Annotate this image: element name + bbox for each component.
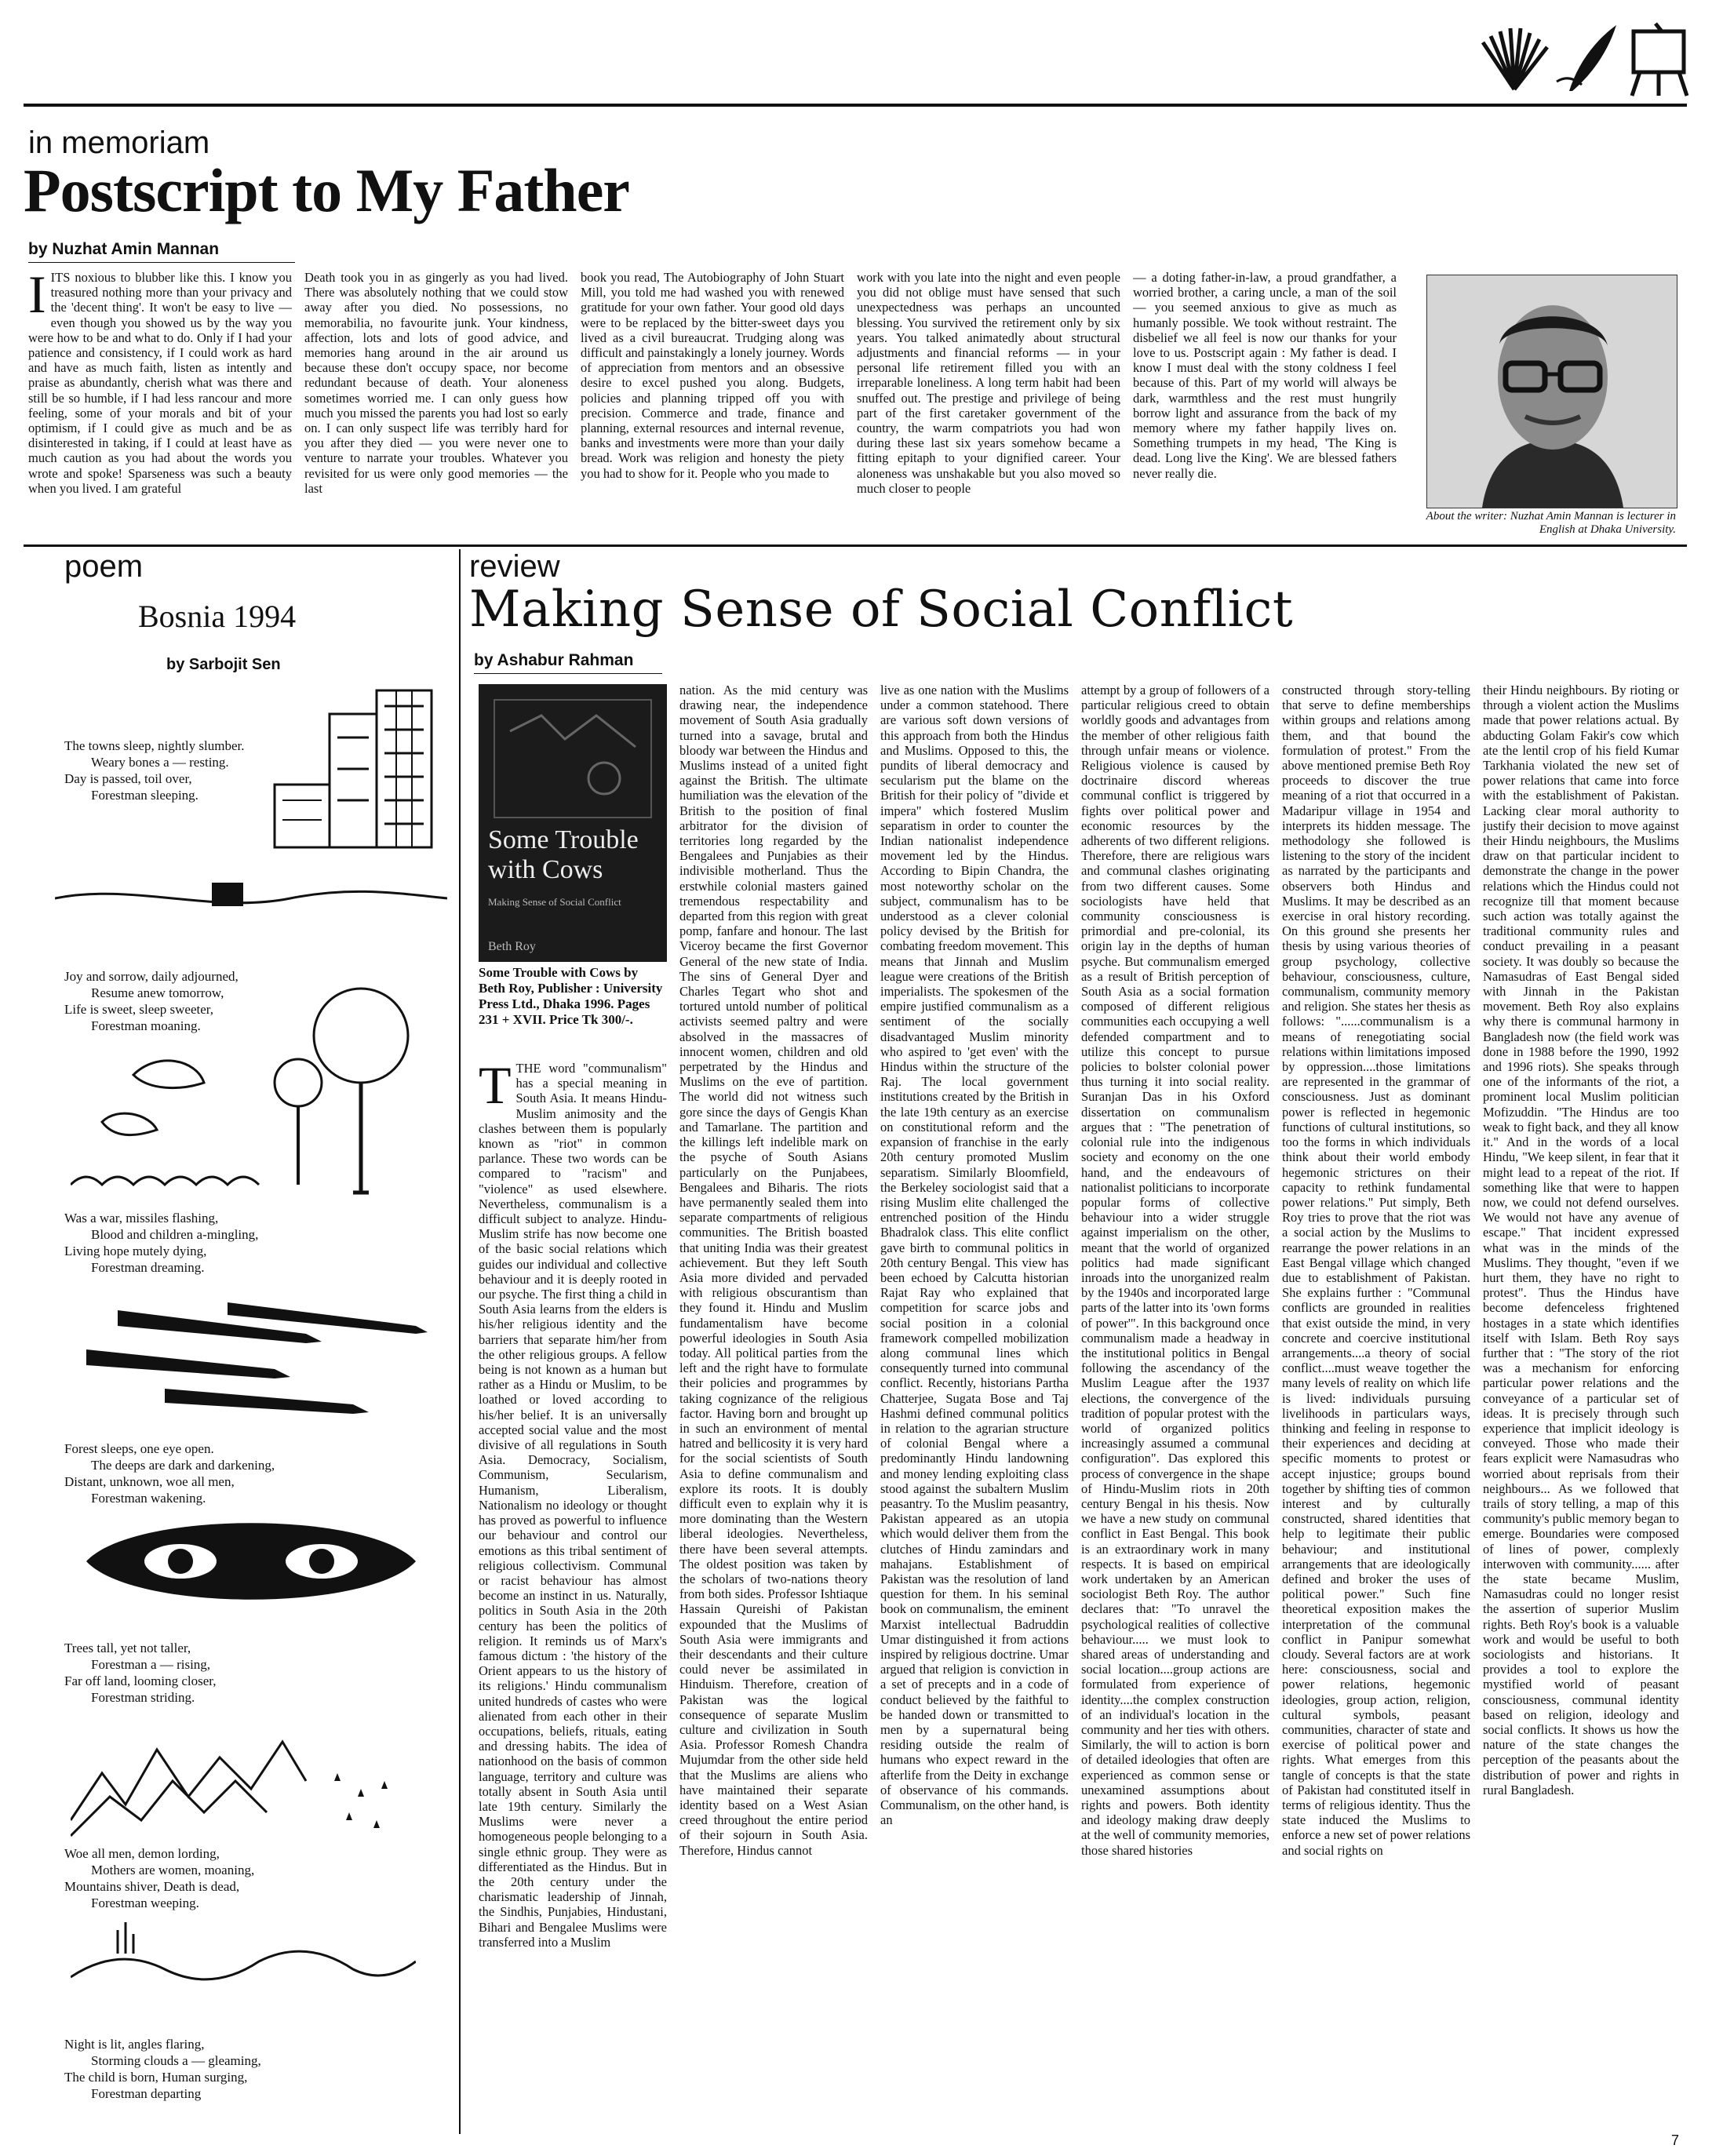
poem-divider (459, 549, 461, 2134)
review-column-4: attempt by a group of followers of a particular religious creed to obtain worldly goods and advantages from the member of other religious faith through unfair means or violence. Religious violence is caused by doctrinaire discord whereas communal conflict is triggered by fights over political power and economic resources by the adherents of two different religions. Therefore, there are religious wars and communal clashes originating from two different causes. Some sociologists have held that community consciousness is primordial and pre-colonial, its origin lay in the depths of human psyche. But communalism emerged as a result of British perception of South Asia as a social formation composed of different religious communities each occupying a well defended compartment and to utilize this concept to pursue policies to bolster colonial power thus turning it into social reality. Suranjan Das in his Oxford dissertation on communalism argues that : "The penetration of colonial rule into the indigenous society and economy on the one hand, and the endeavours of nationalist politicians to incorporate popular forms of collective behaviour into a wider struggle against imperialism on the other, meant that the world of organized politics had made significant inroads into the unorganized realm by the 1940s and incorporated large parts of the latter into its 'own forms of power'". In this background once communalism made a headway in the institutional politics in Bengal following the ascendancy of the Muslim League after the 1937 elections, the convergence of the tradition of popular protest with the world of organized politics increasingly assumed a communal configuration". Das explored this process of convergence in the shape of Hindu-Muslim riots in 20th century Bengal in his thesis. Now we have a new study on communal conflict in East Bengal. This book is an extraordinary work in many respects. It is based on empirical work undertaken by an American sociologist Beth Roy. The author declares that: "To unravel the psychological realities of collective behaviour..... we must look to shared areas of understanding and social location....group actions are formulated from experience of identity....the complex construction of an individual's location in the community and her ties with others. Similarly, the will to action is born of detailed ideologies that often are experienced as common sense or unexamined assumptions about rights and powers. Both identity and ideology making draw deeply at the well of community memories, those shared histories (1081, 683, 1269, 1858)
poem-stanza-7: Night is lit, angles flaring, Storming clouds a — gleaming, The child is born, Human surging, Forestman departing (64, 2037, 261, 2101)
review-section-label: review (469, 549, 560, 584)
review-column-2: nation. As the mid century was drawing near, the independence movement of South Asia gradually turned into a savage, brutal and bloody war between the Hindus and Muslims instead of a united fight against the British. The ultimate humiliation was the elevation of the British to the position of final arbitrator for the division of territories long regarded by the Bengalees and Punjabies as their indivisible motherland. Thus the erstwhile colonial masters gained tremendous respectability and departed from this region with great pomp, fanfare and honour. The last Viceroy became the first Governor General of the new state of India. The sins of General Dyer and Charles Tegart who shot and tortured untold number of political activists seemed paltry and were absolved in the massacres of innocent women, children and old perpetrated by the Hindus and Muslims on the eve of partition. The world did not witness such gore since the days of Gengis Khan and Tamarlane. The partition and the killings left indelible mark on the psyche of South Asians particularly on the Punjabees, Bengalees and Biharis. The riots have permanently sealed them into separate compartments of religious communities. The British boasted that uniting India was their greatest achievement. But they left South Asia more divided and pervaded with religious obscurantism than they found it. Hindu and Muslim fundamentalism have become powerful ideologies in South Asia today. All political parties from the left and the right have to formulate their policies and programmes by taking cognizance of the religious factor. Having born and brought up in such an environment of mental hatred and bellicosity it is very hard for the social scientists of South Asia to define communalism and explore its roots. It is doubly difficult even to explain why it is more dominating than the Western liberal ideologies. Nevertheless, there have been several attempts. The oldest position was taken by the scholars of two-nations theory from both sides. Professor Ishtiaque Hassain Qureishi of Pakistan expounded that the Muslims of South Asia were immigrants and their descendants and their culture could never be assimilated in Hinduism. Therefore, creation of Pakistan was the logical consequence of separate Muslim culture and civilization in South Asia. Professor Romesh Chandra Mujumdar from the other side held that the Muslims are aliens who have maintained their separate identity based on a West Asian creed throughout the entire period of their sojourn in South Asia. Therefore, Hindus cannot (679, 683, 868, 1858)
book-icon (1475, 19, 1554, 97)
review-column-3: live as one nation with the Muslims under a common statehood. There are various soft down versions of this approach from both the Hindus and Muslims. Opposed to this, the pundits of liberal democracy and secularism put the blame on the British for their policy of "divide et impera" which fostered Muslim separatism in order to counter the Indian nationalist independence movement led by the Hindus. According to Bipin Chandra, the most noteworthy scholar on the subject, communalism has to be understood as a clever colonial policy devised by the British for combating freedom movement. This means that Jinnah and Muslim league were creations of the British imperialists. The spokesmen of the empire justified communalism as a sentiment of the socially disadvantaged Muslim minority who aspired to 'get even' with the Hindus within the structure of the Raj. The local government institutions created by the British in the late 19th century as an exercise on constitutional reform and the expansion of franchise in the early 20th century promoted Muslim separatism. Similarly Bloomfield, the Berkeley sociologist said that a rising Muslim elite challenged the entrenched position of the Hindu Bhadralok class. This elite conflict gave birth to communal politics in 20th century Bengal. This view has been echoed by Calcutta historian Rajat Ray who explained that competition for scarce jobs and social position in a colonial framework compelled mobilization along communal lines which consequently turned into communal conflict. Recently, historians Partha Chatterjee, Sugata Bose and Taj Hashmi defined communal politics in relation to the agrarian structure of colonial Bengal where a predominantly Hindu landowning and money lending exploiting class stood against the subaltern Muslim peasantry. To the Muslim peasantry, Pakistan appeared as an utopia which would deliver them from the clutches of Hindu zamindars and mahajans. Establishment of Pakistan was the resolution of land question for them. In his seminal book on communalism, the eminent Marxist intellectual Badruddin Umar distinguished it from actions inspired by religious doctrine. Umar argued that religion is conviction in a set of precepts and in a code of conduct believed by the faithful to be handed down or transmitted to men by a supernatural being residing outside the realm of humans who expect reward in the afterlife from the Deity in exchange of observance of his commands. Communalism, on the other hand, is an (880, 683, 1069, 1828)
poem-stanza-5: Trees tall, yet not taller, Forestman a — rising, Far off land, looming closer, Forestman striding. (64, 1641, 217, 1705)
header-rule (24, 104, 1687, 107)
missiles-illustration (71, 1287, 432, 1428)
review-headline: Making Sense of Social Conflict (469, 581, 1294, 639)
poem-section-label: poem (64, 549, 144, 584)
book-cover-author: Beth Roy (488, 940, 536, 953)
book-cover-subtitle: Making Sense of Social Conflict (488, 896, 621, 908)
memoriam-column-5: — a doting father-in-law, a proud grandfather, a worried brother, a caring uncle, a man of the soil — you seemed anxious to give as much as humanly possible. We took without restraint. The disbelief we all feel is now our thanks for your love to us. Postscript again : My father is dead. I know I must deal with the stony coldness I feel because of this. Part of my world will always be dark, warmthless and the rest must hungrily borrow light and assurance from the back of my memory where my father happily lives on. Something trumpets in my head, 'The King is dead. Long live the King'. We are blessed fathers never really die. (1133, 270, 1397, 481)
landscape-illustration (71, 1914, 416, 1993)
poem-stanza-3: Was a war, missiles flashing, Blood and children a-mingling, Living hope mutely dying, Forestman dreaming. (64, 1211, 259, 1275)
memoriam-headline: Postscript to My Father (24, 156, 629, 224)
eyes-illustration (86, 1518, 416, 1604)
review-byline: by Ashabur Rahman (474, 651, 634, 669)
easel-icon (1624, 19, 1695, 97)
author-photo (1426, 275, 1677, 508)
photo-caption: About the writer: Nuzhat Amin Mannan is lecturer in English at Dhaka University. (1426, 510, 1676, 536)
drop-cap: I (28, 270, 46, 324)
page-number: 7 (1671, 2132, 1680, 2148)
header-icons (1475, 16, 1703, 102)
book-caption: Some Trouble with Cows by Beth Roy, Publisher : University Press Ltd., Dhaka 1996. Pages 231 + XVII. Price Tk 300/-. (479, 965, 663, 1027)
book-cover-image (479, 684, 667, 962)
poem-stanza-2: Joy and sorrow, daily adjourned, Resume anew tomorrow, Life is sweet, sleep sweeter, Forestman moaning. (64, 969, 239, 1033)
city-skyline-illustration (243, 683, 447, 871)
memoriam-column-2: Death took you in as gingerly as you had lived. There was absolutely nothing that we could stow away after you died. No possessions, no memorabilia, no favourite junk. Your kindness, affection, lots and lots of good advice, and memories hang around in the air around us because these don't occupy space, nor become redundant because of death. Your aloneness sometimes worried me. I can only guess how much you missed the parents you had lost so early on. I can only suspect life was terribly hard for you after they died — you were never one to venture to narrate your troubles. Whatever you revisited for us were only good memories — the last (304, 270, 568, 496)
review-column-6: their Hindu neighbours. By rioting or through a violent action the Muslims made that power relations actual. By abducting Golam Fakir's cow which ate the lentil crop of his field Kumar Tarkhania violated the new set of power relations that came into force with the establishment of Pakistan. Lacking clear moral authority to justify their decision to move against their Hindu neighbours, the Muslims draw on that particular incident to demonstrate the change in the power relations which the Hindus could not recognize till that moment because such action was totally against the traditional community rules and conduct prevailing in a peasant society. It was doubly so because the Namasudras of East Bengal sided with Jinnah in the Pakistan movement. Beth Roy also explains why there is communal harmony in Bangladesh now (the field work was done in 1988 before the 1990, 1992 and 1996 riots). She speaks through one of the informants of the riot, a prominent local Muslim politician Mofizuddin. "The Hindus are too weak to fight back, and they all know it." And in the words of a local Hindu, "We keep silent, in fear that it might lead to a repeat of the riot. If something like that were to happen now, we could not defend ourselves. We would not have any avenue of escape." That incident expressed what was in the minds of the Muslims. They thought, "even if we hurt them, they have no right to protest". Thus the Hindus have become defenceless frightened hostages in a state which identifies itself with Islam. Beth Roy says further that : "The story of the riot was a mechanism for enforcing particular power relations and the conveyance of a particular set of ideas. It is precisely through such experience that implicit ideology is conveyed. Those who made their fears explicit were Namasudras who worried about reprisals from their neighbours... As we followed that trails of story telling, a map of this community's public memory began to emerge. Boundaries were composed of lines of power, complexly interwoven with community...... after the state became Muslim, Namasudras could no longer resist the assertion of superior Muslim rights. Beth Roy's book is a valuable work and would be useful to both sociologists and historians. It provides a tool to explore the mystified world of peasant consciousness, communal identity based on religion, ideology and social conflicts. It shows us how the nature of the state changes the perception of the peasants about the distribution of power and rights in rural Bangladesh. (1483, 683, 1679, 1797)
review-column-1: TTHE word "communalism" has a special meaning in South Asia. It means Hindu-Muslim animosity and the clashes between them is popularly known as "riot" in common parlance. These two words can be compared to "racism" and "violence" as used elsewhere. Nevertheless, communalism is a difficult subject to analyze. Hindu-Muslim strife has now become one of the basic social relations which guides our individual and collective behaviour and it is deeply rooted in our psyche. The first thing a child in South Asia learns from the elders is his/her religious identity and the barriers that separate him/her from the other religious groups. A fellow being is not known as a human but rather as a Hindu or Muslim, to be loathed or loved according to his/her belief. It is an universally accepted social value and the most divisive of all regulations in South Asia. Democracy, Socialism, Communism, Secularism, Humanism, Liberalism, Nationalism no ideology or thought has proved as powerful to influence our behaviour and control our emotions as this tribal sentiment of religious collectivism. Communal or racist behaviour has almost become an instinct in us. Naturally, politics in South Asia in the 20th century has been the politics of religion. It reminds us of Marx's famous dictum : 'the history of the Orient appears to us the history of its religions.' Hindu communalism united hundreds of castes who were alienated from each other in their occupations, beliefs, rituals, eating and dressing habits. The idea of nationhood on the basis of common language, territory and culture was totally absent in South Asia until late 19th century. Similarly the Muslims were never a homogeneous people belonging to a single ethnic group. They were as differentiated as the Hindus. But in the 20th century under the charismatic leadership of Jinnah, the Sindhis, Punjabies, Hindustani, Bihari and Bengalee Muslims were transferred into a Muslim (479, 1061, 667, 1950)
birds-and-trees-illustration (71, 965, 432, 1200)
memoriam-column-3: book you read, The Autobiography of John Stuart Mill, you told me had washed you with renewed gratitude for your own father. Your good old days were to be replaced by the bitter-sweet days you lived as a civil bureaucrat. Trudging along was difficult and painstakingly a lonely journey. Words of appreciation from mentors and an obsessive desire to excel pushed you along. Budgets, policies and planning tripped off you with precision. Commerce and trade, finance and planning, external resources and internal revenue, banks and investments were more than your daily bread. Work was religion and honesty the piety you had to show for it. People who you made to (581, 270, 844, 481)
road-illustration (55, 875, 447, 922)
poem-stanza-6: Woe all men, demon lording, Mothers are women, moaning, Mountains shiver, Death is dead, Forestman weeping. (64, 1846, 255, 1910)
section-divider (24, 544, 1687, 547)
poem-stanza-1: The towns sleep, nightly slumber. Weary bones a — resting. Day is passed, toil over, Forestman sleeping. (64, 738, 245, 803)
book-cover-title: Some Trouble with Cows (488, 825, 639, 884)
memoriam-column-1: IITS noxious to blubber like this. I know you treasured nothing more than your privacy and the 'decent thing'. It won't be easy to live — even though you showed us by the way you were how to be and what to do. Only if I had your patience and consistency, if I could work as hard and have as much faith, listen as intently and praise as abundantly, cherish what was there and still be so humble, if I had less rancour and more feeling, some of your morals and bit of your optimism, if I could give as much and be as disinterested in taking, if I could at least have as much caution as you had about the words you wrote and spoke! Sparseness was such a beauty when you lived. I am grateful (28, 270, 292, 496)
mountains-illustration (71, 1726, 416, 1844)
byline-rule (28, 262, 295, 263)
drop-cap-t: T (479, 1061, 512, 1115)
poem-byline: by Sarbojit Sen (166, 656, 281, 673)
memoriam-section-label: in memoriam (28, 126, 210, 160)
review-column-5: constructed through story-telling that serve to define memberships within groups and relations among them, and that bound the formulation of protest." From the above mentioned premise Beth Roy proceeds to discover the true meaning of a riot that occurred in a Madaripur village in 1954 and interprets its hidden message. The methodology she followed is listening to the story of the incident as narrated by the participants and observers both Hindus and Muslims. It may be described as an exercise in oral history recording. On this ground she presents her thesis by using various theories of group psychology, collective behaviour, consciousness, culture, communalism, community memory and religion. She states her thesis as follows: "......communalism is a means of renegotiating social relations within limitations imposed by oppression....those limitations are represented in the grammar of consciousness. Just as dominant power is reflected in hegemonic functions of cultural institutions, so too the forms in which individuals think about their world embody hegemonic strictures on their capacity to rethink fundamental power relations." Put simply, Beth Roy tries to prove that the riot was a social action by the Muslims to rearrange the power relations in an East Bengal village which changed due to establishment of Pakistan. She explains further : "Communal conflicts are grounded in realities that exist outside the mind, in very concrete and coercive institutional arrangements....a theory of social conflict....must weave together the many levels of reality on which life is lived: individuals pursuing livelihoods in particulars ways, thinking and feeling in response to their experiences and deciding at specific moments to protest or accept injustice; groups bound together by shifting ties of common interest and by culturally constructed, shared identities that help to legitimate their public behaviour; and institutional arrangements that are ideologically defined and broker the uses of political power." Such fine theoretical exposition makes the interpretation of the communal conflict in Panipur somewhat cloudy. Several factors are at work here: consciousness, social and power relations, hegemonic ideologies, group action, religion, cultural symbols, peasant communities, character of state and exercise of political power and rights. What emerges from this tangle of concepts is that the state of Pakistan had constituted itself in terms of religious identity. Thus the state induced the Muslims to enforce a new set of power relations and social rights on (1282, 683, 1470, 1858)
review-byline-rule (474, 673, 662, 674)
poem-stanza-4: Forest sleeps, one eye open. The deeps are dark and darkening, Distant, unknown, woe all men, Forestman wakening. (64, 1441, 275, 1506)
poem-title: Bosnia 1994 (138, 599, 297, 634)
quill-pen-icon (1554, 19, 1624, 97)
memoriam-byline: by Nuzhat Amin Mannan (28, 240, 220, 258)
memoriam-column-4: work with you late into the night and even people you did not oblige must have sensed that such unexpectedness was perhaps an uncounted blessing. You survived the retirement only by six years. You talked animatedly about structural adjustments and financial reforms — in your personal life retirement filled you with an irreparable loneliness. A long term habit had been snuffed out. The prestige and privilege of being part of the first caretaker government of the country, the warm compatriots you had won during these last six years somehow became a fitting epitaph to your dignified career. Your aloneness was unshakable but you also moved so much closer to people (857, 270, 1120, 496)
